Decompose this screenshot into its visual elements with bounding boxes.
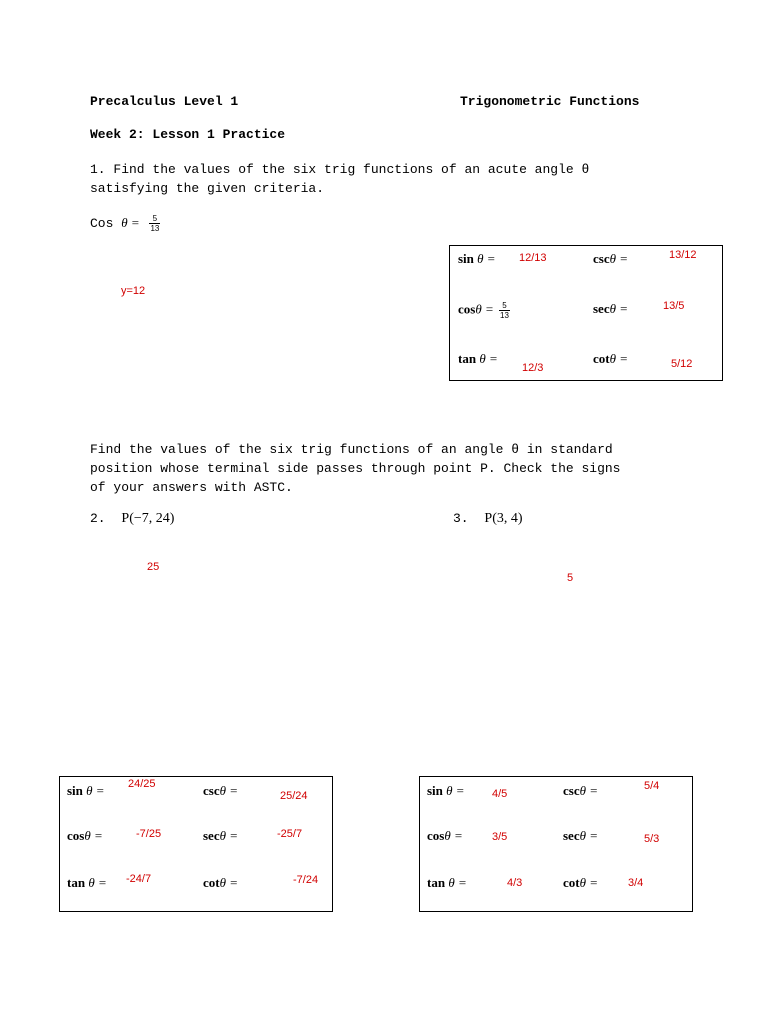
q3-answer-box xyxy=(419,776,693,912)
q3-tan-answer: 4/3 xyxy=(507,877,523,889)
q3-note: 5 xyxy=(567,572,574,584)
topic-title: Trigonometric Functions xyxy=(460,94,640,109)
q2-sin-row xyxy=(67,783,105,799)
q1-cot-eq: θ = xyxy=(609,351,629,366)
q1-sec-row xyxy=(593,301,628,317)
q3-number: 3. xyxy=(453,511,469,526)
q1-cos-fraction xyxy=(499,301,510,320)
q1-sec-eq: θ = xyxy=(609,301,629,316)
q3-cos-answer: 3/5 xyxy=(492,831,508,843)
q3-tan-label: tan xyxy=(427,875,446,890)
q2-sin-label: sin xyxy=(67,783,83,798)
q3-cot-row xyxy=(563,875,598,891)
q3-sin-answer: 4/5 xyxy=(492,788,508,800)
q2-tan-eq: θ = xyxy=(88,875,107,890)
q2-heading xyxy=(90,511,174,527)
q1-prompt-line2: satisfying the given criteria. xyxy=(90,181,325,196)
q3-sec-row xyxy=(563,828,598,844)
q1-csc-eq: θ = xyxy=(609,251,629,266)
q3-sec-eq: θ = xyxy=(579,828,599,843)
q2-cos-label: cos xyxy=(67,828,85,843)
q2-tan-label: tan xyxy=(67,875,86,890)
q3-sin-label: sin xyxy=(427,783,443,798)
q3-cos-row xyxy=(427,828,463,844)
q2-cos-answer: -7/25 xyxy=(136,828,162,840)
q2-tan-answer: -24/7 xyxy=(126,873,152,885)
q1-cot-row xyxy=(593,351,628,367)
q2-sin-answer: 24/25 xyxy=(128,778,156,790)
q1-note: y=12 xyxy=(121,285,146,297)
q1-given-den: 13 xyxy=(150,224,160,233)
q1-sec-label: sec xyxy=(593,301,610,316)
q2-sec-eq: θ = xyxy=(219,828,239,843)
q3-csc-answer: 5/4 xyxy=(644,780,660,792)
q1-cot-label: cot xyxy=(593,351,610,366)
q1-csc-answer: 13/12 xyxy=(669,249,697,261)
q1-tan-label: tan xyxy=(458,351,477,366)
q3-csc-label: csc xyxy=(563,783,580,798)
q2-sin-eq: θ = xyxy=(86,783,105,798)
q3-csc-row xyxy=(563,783,598,799)
q3-sin-eq: θ = xyxy=(446,783,465,798)
section2-line1: Find the values of the six trig functions of an angle θ in standard xyxy=(90,442,613,457)
q2-number: 2. xyxy=(90,511,106,526)
q1-cos-row xyxy=(458,301,510,320)
q2-note: 25 xyxy=(147,561,160,573)
q3-tan-eq: θ = xyxy=(448,875,467,890)
q2-csc-row xyxy=(203,783,238,799)
lesson-subtitle: Week 2: Lesson 1 Practice xyxy=(90,127,286,142)
section2-line3: of your answers with ASTC. xyxy=(90,480,293,495)
course-title: Precalculus Level 1 xyxy=(90,94,239,109)
q2-sec-row xyxy=(203,828,238,844)
q1-tan-answer: 12/3 xyxy=(522,362,544,374)
q3-cos-label: cos xyxy=(427,828,445,843)
q3-point: P(3, 4) xyxy=(484,511,523,526)
q1-tan-eq: θ = xyxy=(479,351,498,366)
q2-answer-box xyxy=(59,776,333,912)
q1-answer-box xyxy=(449,245,723,381)
q1-given xyxy=(90,214,160,233)
q1-sin-row xyxy=(458,251,496,267)
q1-cot-answer: 5/12 xyxy=(671,358,693,370)
q3-sin-row xyxy=(427,783,465,799)
q2-csc-label: csc xyxy=(203,783,220,798)
q1-csc-row xyxy=(593,251,628,267)
q2-cos-eq: θ = xyxy=(84,828,103,843)
q1-tan-row xyxy=(458,351,498,367)
q3-sec-answer: 5/3 xyxy=(644,833,660,845)
q3-cos-eq: θ = xyxy=(444,828,463,843)
q1-csc-label: csc xyxy=(593,251,610,266)
q1-cos-num: 5 xyxy=(499,301,510,311)
q3-cot-label: cot xyxy=(563,875,580,890)
q3-cot-eq: θ = xyxy=(579,875,599,890)
q1-sec-answer: 13/5 xyxy=(663,300,685,312)
q2-point: P(−7, 24) xyxy=(121,511,175,526)
q3-cot-answer: 3/4 xyxy=(628,877,644,889)
q1-prompt-line1: 1. Find the values of the six trig functions of an acute angle θ xyxy=(90,162,590,177)
q1-cos-eq: θ = xyxy=(475,301,494,317)
q1-sin-label: sin xyxy=(458,251,474,266)
q3-sec-label: sec xyxy=(563,828,580,843)
q1-sin-answer: 12/13 xyxy=(519,252,547,264)
q1-cos-den: 13 xyxy=(500,311,509,320)
q1-given-fraction xyxy=(149,214,160,233)
q2-cot-row xyxy=(203,875,238,891)
q3-tan-row xyxy=(427,875,467,891)
q2-csc-answer: 25/24 xyxy=(280,790,308,802)
q2-tan-row xyxy=(67,875,107,891)
q1-sin-eq: θ = xyxy=(477,251,496,266)
q2-cos-row xyxy=(67,828,103,844)
q1-given-prefix: Cos xyxy=(90,215,114,231)
q2-sec-label: sec xyxy=(203,828,220,843)
q2-csc-eq: θ = xyxy=(219,783,239,798)
q2-cot-answer: -7/24 xyxy=(293,874,319,886)
q1-cos-label: cos xyxy=(458,301,476,317)
q2-sec-answer: -25/7 xyxy=(277,828,303,840)
q2-cot-eq: θ = xyxy=(219,875,239,890)
section2-line2: position whose terminal side passes through point P. Check the signs xyxy=(90,461,621,476)
q3-csc-eq: θ = xyxy=(579,783,599,798)
q3-heading xyxy=(453,511,523,527)
q1-given-theta: θ = xyxy=(121,214,140,230)
q2-cot-label: cot xyxy=(203,875,220,890)
q1-given-num: 5 xyxy=(149,214,160,224)
